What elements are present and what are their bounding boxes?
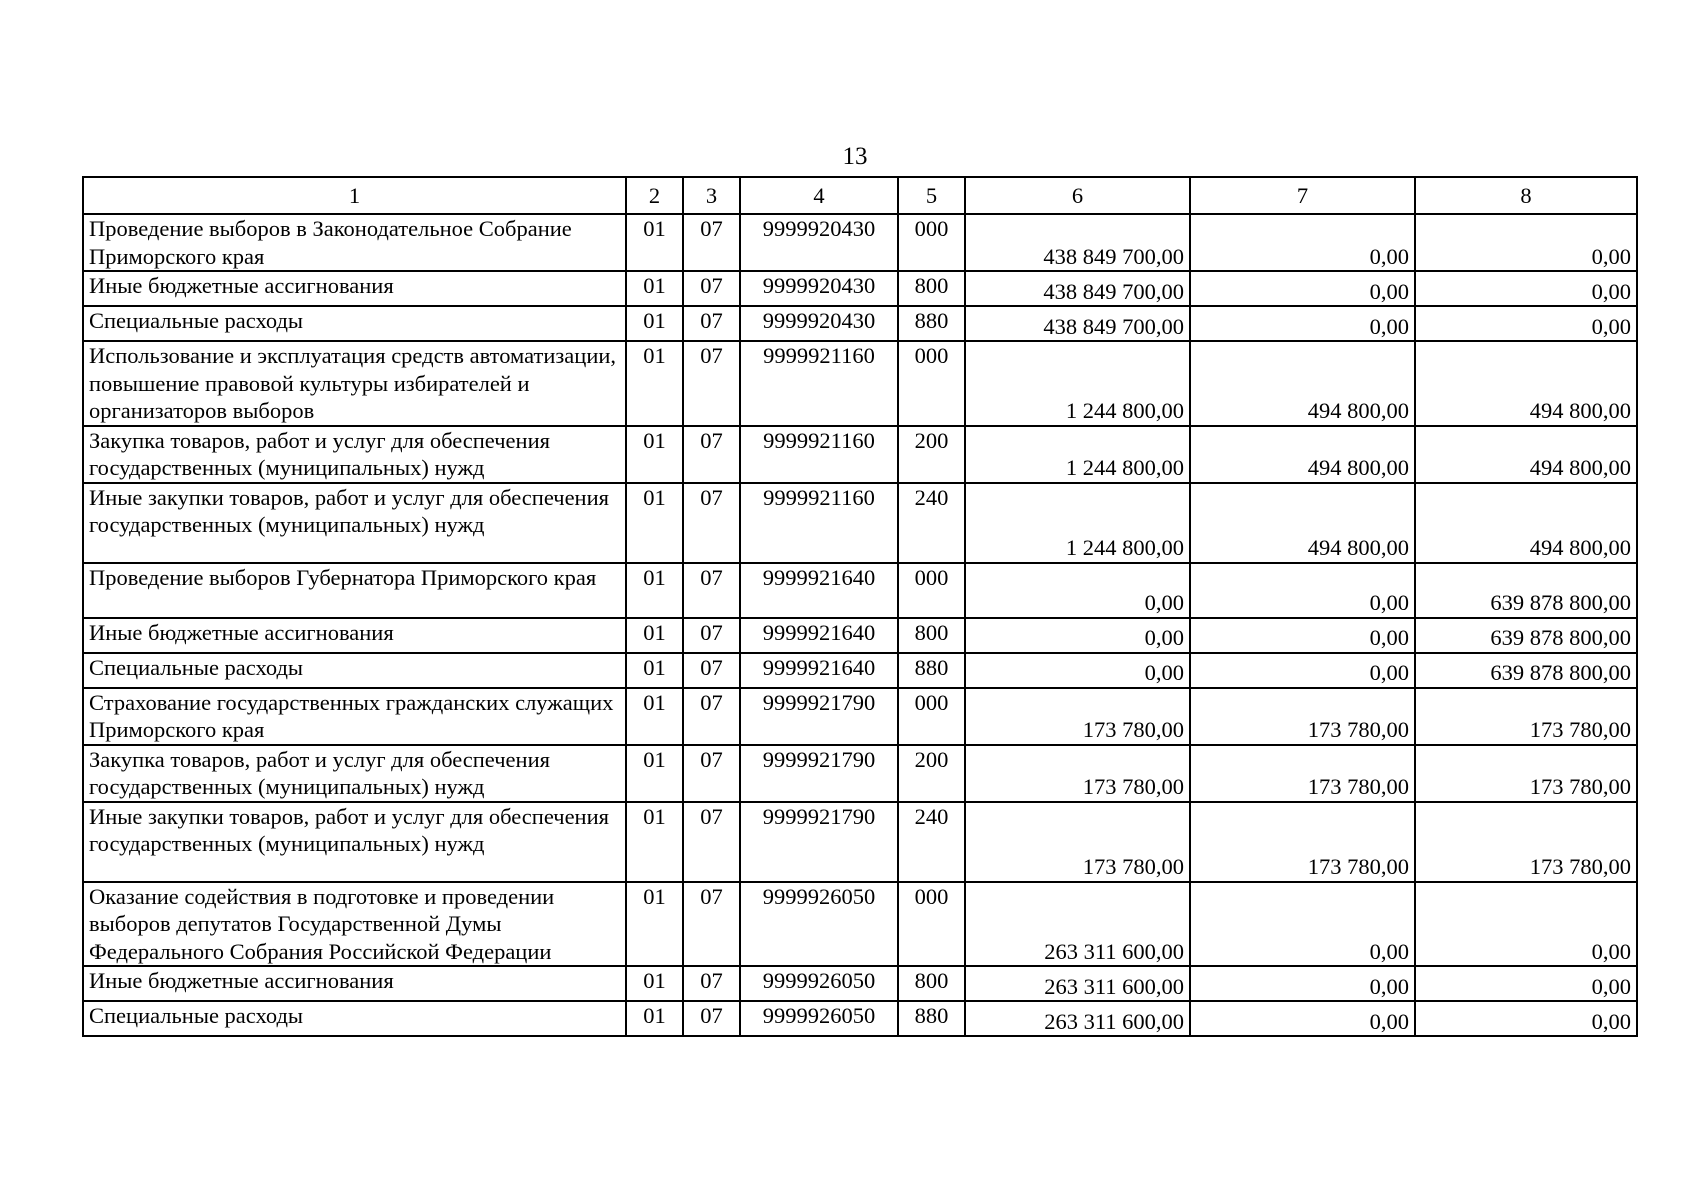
row-description: Специальные расходы xyxy=(83,1001,626,1036)
row-section-code: 01 xyxy=(626,802,683,882)
row-amount-col-7: 0,00 xyxy=(1190,653,1415,688)
row-amount-col-7: 0,00 xyxy=(1190,563,1415,618)
table-body xyxy=(83,214,1637,1036)
row-section-code: 01 xyxy=(626,214,683,271)
row-amount-col-8: 639 878 800,00 xyxy=(1415,653,1637,688)
row-section-code: 01 xyxy=(626,882,683,967)
row-amount-col-8: 494 800,00 xyxy=(1415,483,1637,563)
row-section-code: 01 xyxy=(626,426,683,483)
row-amount-col-8: 0,00 xyxy=(1415,306,1637,341)
row-expense-type-code: 200 xyxy=(898,745,965,802)
row-expense-type-code: 000 xyxy=(898,688,965,745)
row-amount-col-8: 173 780,00 xyxy=(1415,802,1637,882)
row-expense-type-code: 800 xyxy=(898,271,965,306)
row-expense-type-code: 880 xyxy=(898,306,965,341)
table-row xyxy=(83,483,1637,563)
row-description: Страхование государственных гражданских служащих Приморского края xyxy=(83,688,626,745)
page-number: 13 xyxy=(842,143,868,170)
row-amount-col-7: 0,00 xyxy=(1190,966,1415,1001)
row-subsection-code: 07 xyxy=(683,966,740,1001)
row-target-article-code: 9999921640 xyxy=(740,618,898,653)
header-col-5: 5 xyxy=(898,177,965,214)
row-target-article-code: 9999921160 xyxy=(740,426,898,483)
row-subsection-code: 07 xyxy=(683,745,740,802)
row-amount-col-6: 1 244 800,00 xyxy=(965,483,1190,563)
row-expense-type-code: 880 xyxy=(898,1001,965,1036)
row-amount-col-7: 173 780,00 xyxy=(1190,802,1415,882)
row-amount-col-7: 0,00 xyxy=(1190,618,1415,653)
row-amount-col-8: 639 878 800,00 xyxy=(1415,618,1637,653)
row-amount-col-6: 263 311 600,00 xyxy=(965,1001,1190,1036)
row-subsection-code: 07 xyxy=(683,1001,740,1036)
row-section-code: 01 xyxy=(626,483,683,563)
row-target-article-code: 9999921160 xyxy=(740,483,898,563)
row-subsection-code: 07 xyxy=(683,802,740,882)
row-description: Иные бюджетные ассигнования xyxy=(83,271,626,306)
row-subsection-code: 07 xyxy=(683,688,740,745)
table-row xyxy=(83,306,1637,341)
row-description: Специальные расходы xyxy=(83,306,626,341)
row-expense-type-code: 000 xyxy=(898,214,965,271)
row-target-article-code: 9999926050 xyxy=(740,1001,898,1036)
table-row xyxy=(83,745,1637,802)
row-subsection-code: 07 xyxy=(683,214,740,271)
row-amount-col-6: 1 244 800,00 xyxy=(965,341,1190,426)
row-description: Иные бюджетные ассигнования xyxy=(83,618,626,653)
row-amount-col-7: 173 780,00 xyxy=(1190,688,1415,745)
table-header xyxy=(83,177,1637,214)
row-amount-col-8: 173 780,00 xyxy=(1415,745,1637,802)
row-target-article-code: 9999926050 xyxy=(740,966,898,1001)
row-amount-col-8: 0,00 xyxy=(1415,1001,1637,1036)
row-section-code: 01 xyxy=(626,341,683,426)
row-section-code: 01 xyxy=(626,745,683,802)
row-amount-col-6: 173 780,00 xyxy=(965,745,1190,802)
header-col-8: 8 xyxy=(1415,177,1637,214)
row-subsection-code: 07 xyxy=(683,563,740,618)
row-description: Использование и эксплуатация средств автоматизации, повышение правовой культуры избирателей и организаторов выборов xyxy=(83,341,626,426)
row-target-article-code: 9999920430 xyxy=(740,271,898,306)
row-target-article-code: 9999921160 xyxy=(740,341,898,426)
row-amount-col-7: 0,00 xyxy=(1190,1001,1415,1036)
row-target-article-code: 9999921790 xyxy=(740,802,898,882)
header-col-2: 2 xyxy=(626,177,683,214)
row-section-code: 01 xyxy=(626,306,683,341)
table-row xyxy=(83,653,1637,688)
row-description: Иные бюджетные ассигнования xyxy=(83,966,626,1001)
row-description: Специальные расходы xyxy=(83,653,626,688)
row-expense-type-code: 000 xyxy=(898,563,965,618)
row-subsection-code: 07 xyxy=(683,271,740,306)
row-target-article-code: 9999920430 xyxy=(740,306,898,341)
row-expense-type-code: 000 xyxy=(898,341,965,426)
budget-table xyxy=(82,176,1638,1037)
row-amount-col-8: 0,00 xyxy=(1415,882,1637,967)
row-description: Закупка товаров, работ и услуг для обеспечения государственных (муниципальных) нужд xyxy=(83,426,626,483)
row-amount-col-8: 0,00 xyxy=(1415,966,1637,1001)
row-amount-col-7: 494 800,00 xyxy=(1190,426,1415,483)
table-row xyxy=(83,688,1637,745)
table-row xyxy=(83,214,1637,271)
table-row xyxy=(83,882,1637,967)
row-amount-col-6: 173 780,00 xyxy=(965,802,1190,882)
row-amount-col-6: 438 849 700,00 xyxy=(965,214,1190,271)
row-subsection-code: 07 xyxy=(683,426,740,483)
row-amount-col-7: 0,00 xyxy=(1190,214,1415,271)
table-row xyxy=(83,1001,1637,1036)
row-amount-col-6: 0,00 xyxy=(965,618,1190,653)
row-target-article-code: 9999920430 xyxy=(740,214,898,271)
row-amount-col-7: 0,00 xyxy=(1190,882,1415,967)
row-section-code: 01 xyxy=(626,271,683,306)
row-section-code: 01 xyxy=(626,653,683,688)
table-row xyxy=(83,966,1637,1001)
row-amount-col-6: 0,00 xyxy=(965,653,1190,688)
row-expense-type-code: 880 xyxy=(898,653,965,688)
row-amount-col-6: 263 311 600,00 xyxy=(965,966,1190,1001)
table-row xyxy=(83,341,1637,426)
row-amount-col-7: 0,00 xyxy=(1190,271,1415,306)
row-target-article-code: 9999921790 xyxy=(740,745,898,802)
row-expense-type-code: 800 xyxy=(898,966,965,1001)
row-amount-col-8: 639 878 800,00 xyxy=(1415,563,1637,618)
row-amount-col-6: 263 311 600,00 xyxy=(965,882,1190,967)
row-amount-col-7: 0,00 xyxy=(1190,306,1415,341)
header-col-4: 4 xyxy=(740,177,898,214)
row-expense-type-code: 800 xyxy=(898,618,965,653)
row-target-article-code: 9999921790 xyxy=(740,688,898,745)
table-row xyxy=(83,618,1637,653)
row-description: Иные закупки товаров, работ и услуг для обеспечения государственных (муниципальных) нужд xyxy=(83,483,626,563)
row-subsection-code: 07 xyxy=(683,483,740,563)
row-subsection-code: 07 xyxy=(683,653,740,688)
row-amount-col-8: 173 780,00 xyxy=(1415,688,1637,745)
row-amount-col-6: 0,00 xyxy=(965,563,1190,618)
row-target-article-code: 9999921640 xyxy=(740,563,898,618)
row-section-code: 01 xyxy=(626,563,683,618)
header-col-1: 1 xyxy=(83,177,626,214)
row-amount-col-7: 494 800,00 xyxy=(1190,341,1415,426)
row-amount-col-7: 494 800,00 xyxy=(1190,483,1415,563)
row-description: Закупка товаров, работ и услуг для обеспечения государственных (муниципальных) нужд xyxy=(83,745,626,802)
row-subsection-code: 07 xyxy=(683,341,740,426)
row-expense-type-code: 200 xyxy=(898,426,965,483)
header-row xyxy=(83,177,1637,214)
header-col-3: 3 xyxy=(683,177,740,214)
table-row xyxy=(83,426,1637,483)
row-amount-col-6: 173 780,00 xyxy=(965,688,1190,745)
table-row xyxy=(83,563,1637,618)
row-amount-col-6: 438 849 700,00 xyxy=(965,271,1190,306)
row-subsection-code: 07 xyxy=(683,882,740,967)
row-section-code: 01 xyxy=(626,618,683,653)
row-expense-type-code: 000 xyxy=(898,882,965,967)
table-row xyxy=(83,271,1637,306)
row-amount-col-7: 173 780,00 xyxy=(1190,745,1415,802)
row-section-code: 01 xyxy=(626,966,683,1001)
row-target-article-code: 9999926050 xyxy=(740,882,898,967)
row-subsection-code: 07 xyxy=(683,618,740,653)
row-expense-type-code: 240 xyxy=(898,483,965,563)
row-amount-col-8: 0,00 xyxy=(1415,271,1637,306)
row-target-article-code: 9999921640 xyxy=(740,653,898,688)
row-description: Иные закупки товаров, работ и услуг для обеспечения государственных (муниципальных) нужд xyxy=(83,802,626,882)
header-col-6: 6 xyxy=(965,177,1190,214)
row-description: Проведение выборов в Законодательное Собрание Приморского края xyxy=(83,214,626,271)
row-description: Проведение выборов Губернатора Приморского края xyxy=(83,563,626,618)
row-description: Оказание содействия в подготовке и проведении выборов депутатов Государственной Думы Федерального Собрания Российской Федерации xyxy=(83,882,626,967)
row-section-code: 01 xyxy=(626,1001,683,1036)
row-expense-type-code: 240 xyxy=(898,802,965,882)
row-amount-col-8: 494 800,00 xyxy=(1415,426,1637,483)
table-row xyxy=(83,802,1637,882)
row-amount-col-8: 0,00 xyxy=(1415,214,1637,271)
row-amount-col-6: 1 244 800,00 xyxy=(965,426,1190,483)
row-section-code: 01 xyxy=(626,688,683,745)
row-amount-col-8: 494 800,00 xyxy=(1415,341,1637,426)
row-subsection-code: 07 xyxy=(683,306,740,341)
row-amount-col-6: 438 849 700,00 xyxy=(965,306,1190,341)
header-col-7: 7 xyxy=(1190,177,1415,214)
